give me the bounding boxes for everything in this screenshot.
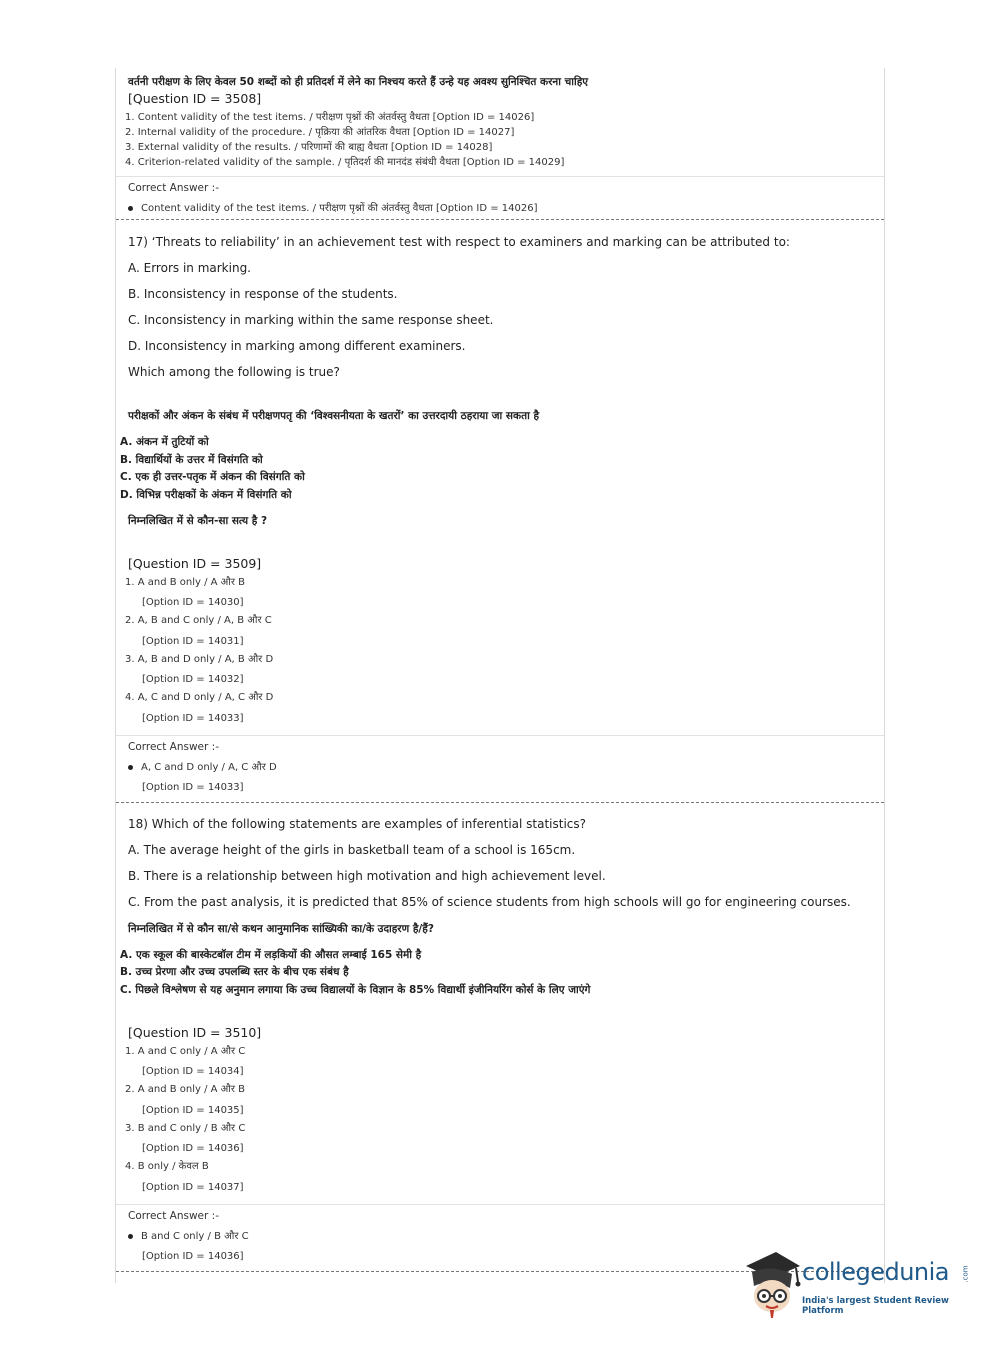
q18-correct-label: Correct Answer :- [128, 1210, 219, 1222]
q17-statement-a: A. Errors in marking. [128, 261, 251, 275]
q18-option-3-id: [Option ID = 14036] [142, 1143, 244, 1154]
q18-statement-a: A. The average height of the girls in basketball team of a school is 165cm. [128, 843, 576, 857]
q18-option-1-id: [Option ID = 14034] [142, 1066, 244, 1077]
q17-hindi-b: B. विद्यार्थियों के उत्तर में विसंगति को [120, 454, 263, 466]
q17-hindi-d: D. विभिन्न परीक्षकों के अंकन में विसंगति को [120, 489, 292, 501]
bullet-icon [128, 765, 133, 770]
page-right-border [884, 68, 885, 1283]
logo-suffix: .com [961, 1265, 970, 1283]
q17-question-id: [Question ID = 3509] [128, 556, 262, 571]
q17-option-1-id: [Option ID = 14030] [142, 597, 244, 608]
q18-statement-b: B. There is a relationship between high motivation and high achievement level. [128, 869, 606, 883]
q17-correct-id: [Option ID = 14033] [142, 782, 244, 793]
q17-statement-d: D. Inconsistency in marking among different examiners. [128, 339, 466, 353]
q16-correct-answer: Content validity of the test items. / परीक्षण पृश्नों की अंतर्वस्तु वैधता [Option ID = 14026] [128, 200, 538, 214]
bullet-icon [128, 206, 133, 211]
q16-question-id: [Question ID = 3508] [128, 91, 262, 106]
q18-option-4: 4. B only / केवल B [125, 1161, 209, 1172]
q16-option-3: 3. External validity of the results. / परिणामों की बाह्य वैधता [Option ID = 14028] [125, 142, 493, 153]
q17-correct-label: Correct Answer :- [128, 741, 219, 753]
q17-option-4: 4. A, C and D only / A, C और D [125, 692, 274, 703]
q16-divider [116, 176, 884, 177]
question-separator [116, 219, 884, 220]
q17-hindi-stem: परीक्षकों और अंकन के संबंध में परीक्षणपतृ की ‘विश्वसनीयता के खतरों’ का उत्तरदायी ठहराया जा सकता है [128, 410, 540, 422]
q17-hindi-c: C. एक ही उत्तर-पतृक में अंकन की विसंगति को [120, 471, 305, 483]
q17-hindi-ask: निम्नलिखित में से कौन-सा सत्य है ? [128, 515, 268, 527]
q16-option-2: 2. Internal validity of the procedure. / पृक्रिया की आंतरिक वैधता [Option ID = 14027] [125, 127, 515, 138]
q17-option-4-id: [Option ID = 14033] [142, 713, 244, 724]
q17-option-3: 3. A, B and D only / A, B और D [125, 654, 274, 665]
q17-option-2-id: [Option ID = 14031] [142, 636, 244, 647]
q17-stem: 17) ‘Threats to reliability’ in an achievement test with respect to examiners and marking can be attributed to: [128, 235, 790, 249]
q18-statement-c: C. From the past analysis, it is predicted that 85% of science students from high schools will go for engineering courses. [128, 895, 851, 909]
q17-divider [116, 735, 884, 736]
q18-correct-answer: B and C only / B और C [128, 1228, 249, 1242]
q18-option-2: 2. A and B only / A और B [125, 1084, 246, 1095]
q18-divider [116, 1204, 884, 1205]
q17-hindi-a: A. अंकन में तुटियों को [120, 436, 209, 448]
question-separator [116, 802, 884, 803]
q18-option-2-id: [Option ID = 14035] [142, 1105, 244, 1116]
q18-hindi-stem: निम्नलिखित में से कौन सा/से कथन आनुमानिक सांख्यिकी का/के उदाहरण है/हैं? [128, 923, 434, 935]
q17-option-2: 2. A, B and C only / A, B और C [125, 615, 272, 626]
q17-statement-b: B. Inconsistency in response of the students. [128, 287, 398, 301]
q17-option-1: 1. A and B only / A और B [125, 577, 246, 588]
q18-hindi-c: C. पिछले विश्लेषण से यह अनुमान लगाया कि उच्च विद्यालयों के विज्ञान के 85% विद्यार्थी इंजीनियरिंग कोर्स के लिए जाएंगे [120, 984, 591, 996]
q18-correct-id: [Option ID = 14036] [142, 1251, 244, 1262]
logo-tagline: India's largest Student Review Platform [802, 1296, 949, 1316]
q17-option-3-id: [Option ID = 14032] [142, 674, 244, 685]
q16-option-4: 4. Criterion-related validity of the sample. / पृतिदर्श की मानदंड संबंधी वैधता [Option ID = 14029] [125, 157, 565, 168]
q16-correct-label: Correct Answer :- [128, 182, 219, 194]
bullet-icon [128, 1234, 133, 1239]
q18-hindi-b: B. उच्च प्रेरणा और उच्च उपलब्धि स्तर के बीच एक संबंध है [120, 966, 349, 978]
q18-stem: 18) Which of the following statements are examples of inferential statistics? [128, 817, 587, 831]
logo-name: collegedunia [802, 1258, 950, 1286]
q18-hindi-a: A. एक स्कूल की बास्केटबॉल टीम में लड़कियों की औसत लम्बाई 165 सेमी है [120, 949, 422, 961]
q17-correct-answer: A, C and D only / A, C और D [128, 759, 277, 773]
q18-option-4-id: [Option ID = 14037] [142, 1182, 244, 1193]
q17-ask: Which among the following is true? [128, 365, 340, 379]
q18-option-3: 3. B and C only / B और C [125, 1123, 246, 1134]
q16-option-1: 1. Content validity of the test items. / परीक्षण पृश्नों की अंतर्वस्तु वैधता [Option ID = 14026] [125, 112, 535, 123]
mascot-icon [742, 1248, 804, 1320]
collegedunia-logo [742, 1248, 982, 1320]
q18-question-id: [Question ID = 3510] [128, 1025, 262, 1040]
q18-option-1: 1. A and C only / A और C [125, 1046, 246, 1057]
q16-hindi-stem: वर्तनी परीक्षण के लिए केवल 50 शब्दों को ही प्रतिदर्श में लेने का निश्चय करते हैं उन्हे यह अवश्य सुनिश्चित करना चाहिए [128, 76, 589, 88]
page-left-border [115, 68, 116, 1283]
q17-statement-c: C. Inconsistency in marking within the same response sheet. [128, 313, 494, 327]
